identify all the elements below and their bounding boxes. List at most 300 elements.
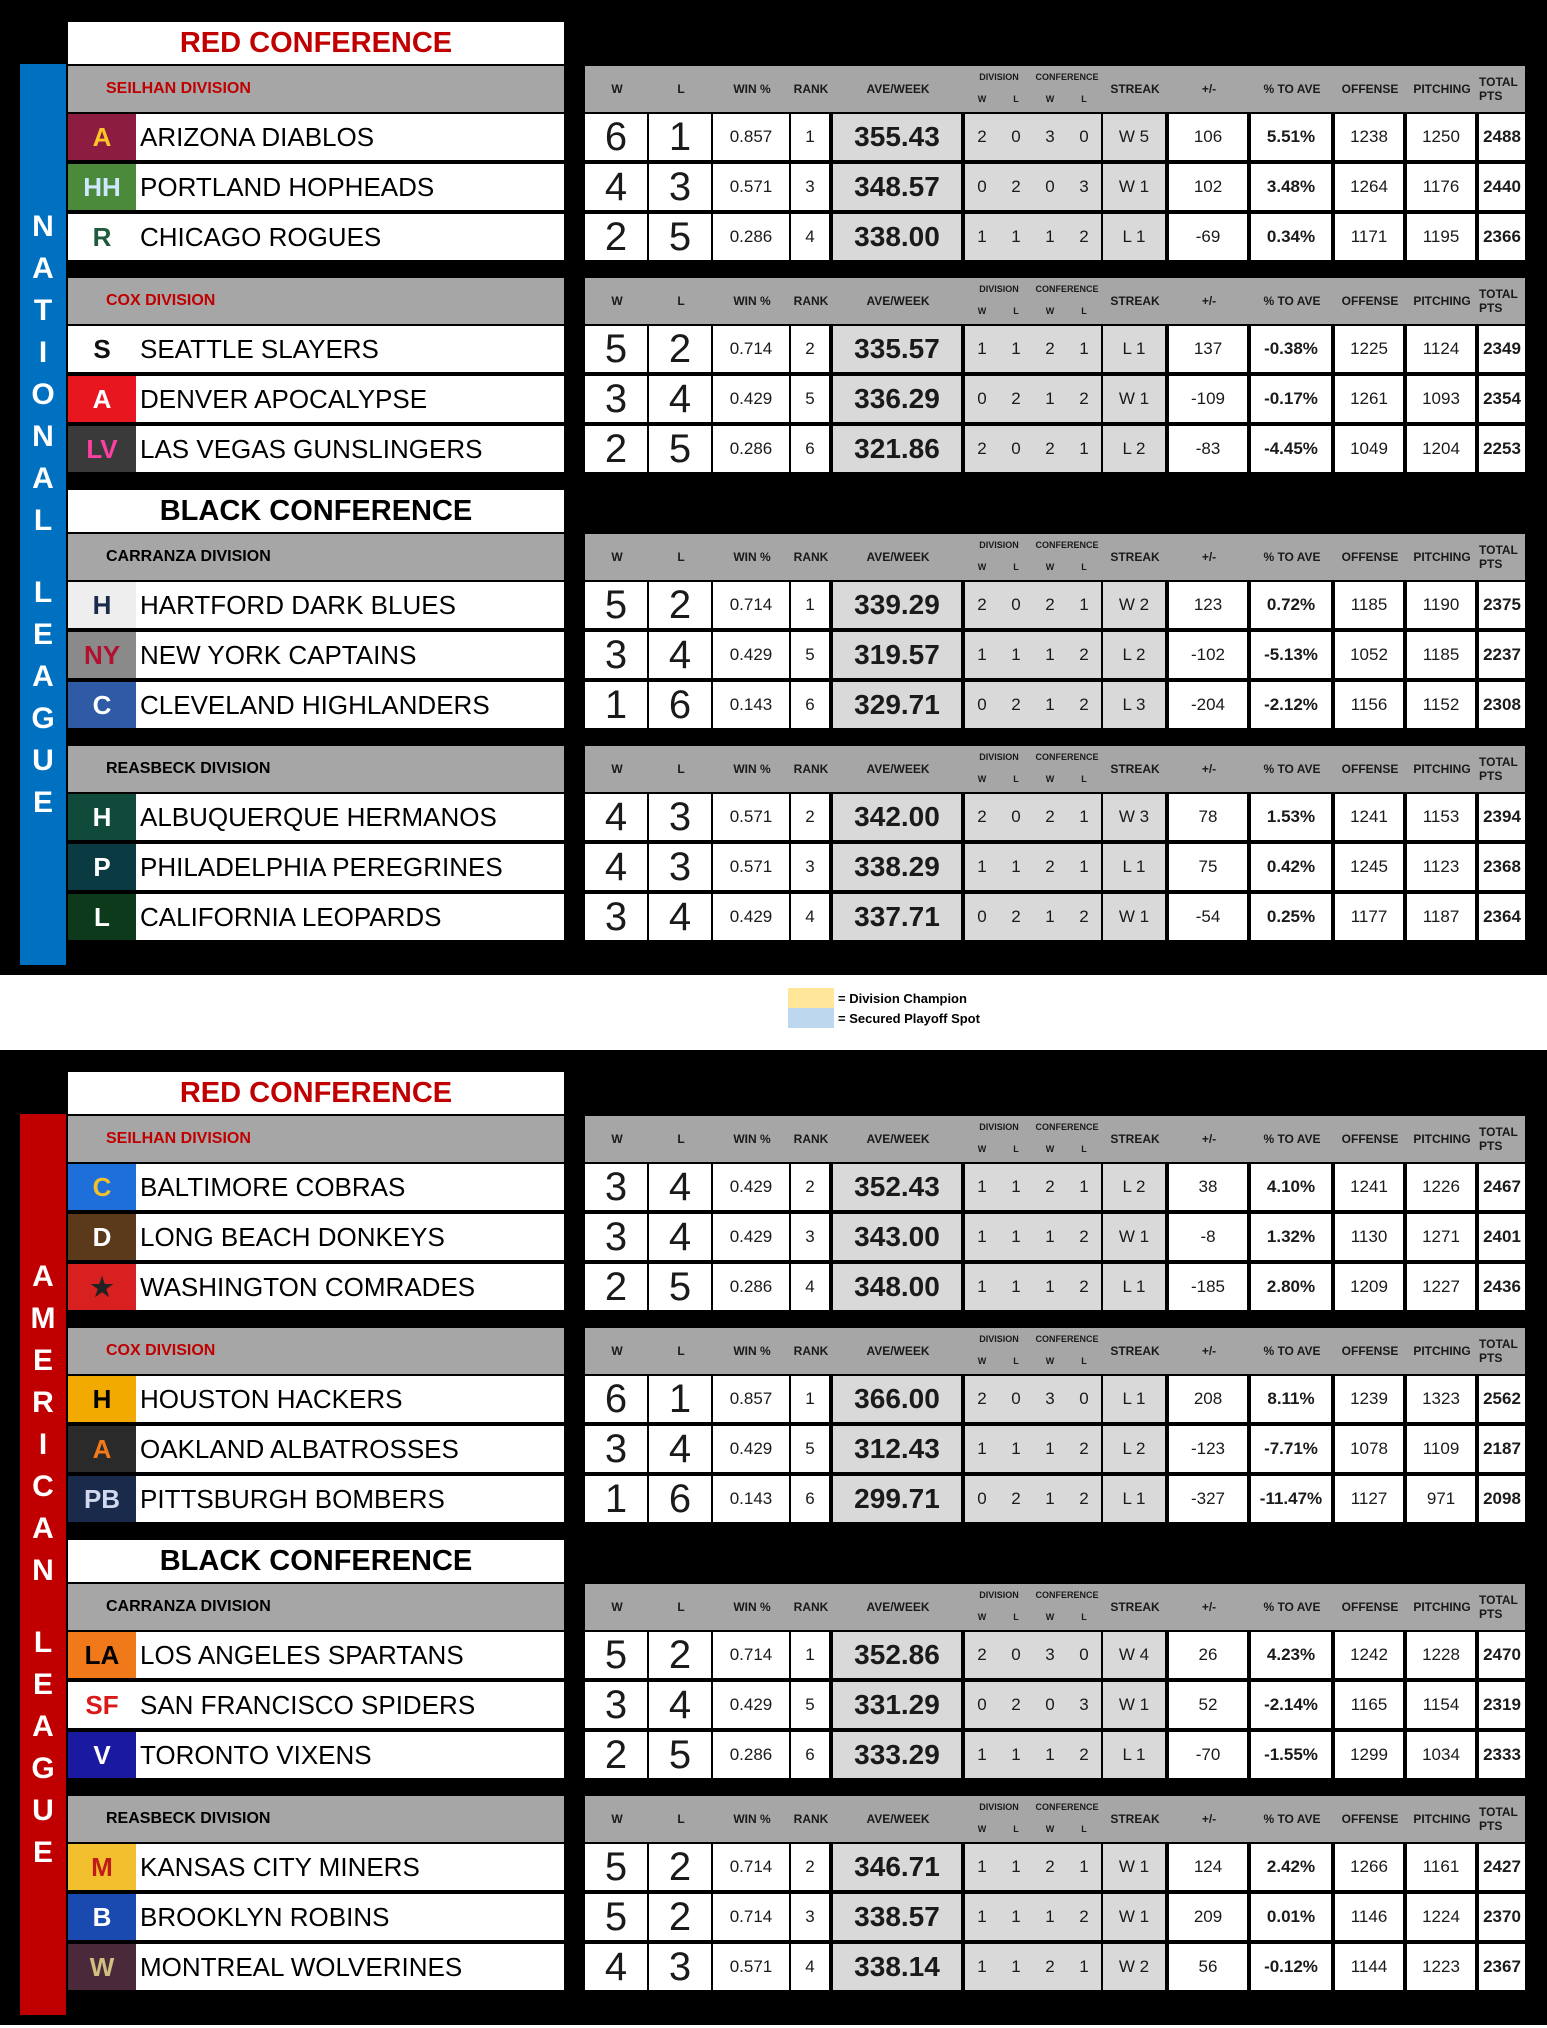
record-cell: 2 xyxy=(965,582,999,628)
stat-toave: -0.17% xyxy=(1251,376,1331,422)
team-logo-icon: W xyxy=(89,1951,115,1982)
legend-champion-label: = Division Champion xyxy=(838,990,967,1006)
stat-ave: 338.29 xyxy=(833,844,961,890)
team-row[interactable] xyxy=(68,1732,564,1778)
record-subheader: L xyxy=(1081,1356,1087,1366)
band-letter: E xyxy=(32,785,53,819)
team-row[interactable] xyxy=(68,1376,564,1422)
stat-toave: -5.13% xyxy=(1251,632,1331,678)
stat-l: 3 xyxy=(649,844,711,890)
stat-streak: W 1 xyxy=(1103,1894,1165,1940)
stat-w: 3 xyxy=(585,894,647,940)
stat-toave: 0.25% xyxy=(1251,894,1331,940)
team-stats-row xyxy=(585,1844,1525,1890)
team-name: SEATTLE SLAYERS xyxy=(140,333,379,364)
division-header: DIVISION xyxy=(979,752,1019,762)
stat-l: 4 xyxy=(649,632,711,678)
record-cell: 1 xyxy=(1067,582,1101,628)
stat-tot: 2467 xyxy=(1479,1164,1525,1210)
stat-pct: 0.429 xyxy=(713,1214,789,1260)
stat-pm: -185 xyxy=(1169,1264,1247,1310)
stat-w: 4 xyxy=(585,1944,647,1990)
team-stats-row xyxy=(585,1164,1525,1210)
stat-pm: 106 xyxy=(1169,114,1247,160)
stat-ave: 348.57 xyxy=(833,164,961,210)
stat-rank: 1 xyxy=(791,1376,829,1422)
stat-pm: 78 xyxy=(1169,794,1247,840)
stat-off: 1156 xyxy=(1335,682,1403,728)
team-row[interactable] xyxy=(68,1164,564,1210)
division-name: SEILHAN DIVISION xyxy=(68,66,564,112)
stats-header xyxy=(585,278,1525,324)
record-cell: 1 xyxy=(965,1164,999,1210)
column-header: W xyxy=(611,82,623,96)
stat-rank: 5 xyxy=(791,1426,829,1472)
stat-pm: -8 xyxy=(1169,1214,1247,1260)
team-row[interactable] xyxy=(68,426,564,472)
record-cell: 0 xyxy=(999,426,1033,472)
column-header: TOTAL PTS xyxy=(1479,755,1518,783)
stats-header xyxy=(585,1796,1525,1842)
team-row[interactable] xyxy=(68,1426,564,1472)
team-row[interactable] xyxy=(68,682,564,728)
team-row[interactable] xyxy=(68,1264,564,1310)
stat-toave: -0.12% xyxy=(1251,1944,1331,1990)
column-header: PITCHING xyxy=(1413,762,1471,776)
stat-pm: -109 xyxy=(1169,376,1247,422)
stat-rank: 1 xyxy=(791,1632,829,1678)
stat-pct: 0.429 xyxy=(713,376,789,422)
column-header: WIN % xyxy=(733,82,771,96)
stat-rank: 2 xyxy=(791,794,829,840)
band-letter: L xyxy=(33,1625,53,1659)
band-letter: A xyxy=(32,1511,54,1545)
record-cell: 0 xyxy=(965,376,999,422)
record-subheader: W xyxy=(977,1824,987,1834)
team-stats-row xyxy=(585,1682,1525,1728)
team-logo-icon: NY xyxy=(83,639,121,670)
record-cell: 0 xyxy=(965,894,999,940)
stat-off: 1127 xyxy=(1335,1476,1403,1522)
stat-streak: L 1 xyxy=(1103,1376,1165,1422)
band-letter: T xyxy=(33,293,53,327)
stat-streak: L 2 xyxy=(1103,426,1165,472)
record-subheader: L xyxy=(1081,306,1087,316)
stat-off: 1185 xyxy=(1335,582,1403,628)
column-header: +/- xyxy=(1201,550,1217,564)
stat-rank: 1 xyxy=(791,114,829,160)
column-header: OFFENSE xyxy=(1341,762,1399,776)
column-header: RANK xyxy=(793,762,829,776)
stat-streak: W 3 xyxy=(1103,794,1165,840)
team-row[interactable] xyxy=(68,1476,564,1522)
stat-ave: 321.86 xyxy=(833,426,961,472)
stat-tot: 2440 xyxy=(1479,164,1525,210)
stat-off: 1266 xyxy=(1335,1844,1403,1890)
stat-off: 1225 xyxy=(1335,326,1403,372)
column-header: L xyxy=(677,82,685,96)
column-header: +/- xyxy=(1201,82,1217,96)
column-header: AVE/WEEK xyxy=(866,1600,930,1614)
stat-streak: L 1 xyxy=(1103,214,1165,260)
team-row[interactable] xyxy=(68,1844,564,1890)
stat-tot: 2370 xyxy=(1479,1894,1525,1940)
stat-off: 1177 xyxy=(1335,894,1403,940)
legend-playoff-label: = Secured Playoff Spot xyxy=(838,1010,980,1026)
stat-tot: 2427 xyxy=(1479,1844,1525,1890)
column-header: +/- xyxy=(1201,1132,1217,1146)
stat-streak: W 1 xyxy=(1103,1844,1165,1890)
column-header: AVE/WEEK xyxy=(866,550,930,564)
stat-l: 4 xyxy=(649,1164,711,1210)
team-logo-icon: R xyxy=(92,221,112,252)
record-subheader: W xyxy=(1045,94,1055,104)
record-cell: 1 xyxy=(1033,214,1067,260)
team-row[interactable] xyxy=(68,376,564,422)
record-cell: 0 xyxy=(999,582,1033,628)
stat-w: 3 xyxy=(585,1426,647,1472)
column-header: RANK xyxy=(793,1812,829,1826)
record-cell: 1 xyxy=(1067,794,1101,840)
stat-toave: 8.11% xyxy=(1251,1376,1331,1422)
team-row[interactable] xyxy=(68,164,564,210)
record-cell: 1 xyxy=(965,1732,999,1778)
band-letter: I xyxy=(38,335,48,369)
record-cell: 2 xyxy=(1033,326,1067,372)
band-letter: E xyxy=(32,1343,53,1377)
record-cell: 2 xyxy=(1033,794,1067,840)
team-logo xyxy=(68,164,136,210)
stat-l: 2 xyxy=(649,1894,711,1940)
stat-off: 1299 xyxy=(1335,1732,1403,1778)
record-cell: 2 xyxy=(965,1376,999,1422)
team-name: HARTFORD DARK BLUES xyxy=(140,589,456,620)
stat-tot: 2187 xyxy=(1479,1426,1525,1472)
stat-pct: 0.714 xyxy=(713,1894,789,1940)
stat-toave: 5.51% xyxy=(1251,114,1331,160)
team-logo-icon: H xyxy=(92,1383,112,1414)
stat-tot: 2237 xyxy=(1479,632,1525,678)
record-cell: 3 xyxy=(1033,1632,1067,1678)
column-header: OFFENSE xyxy=(1341,82,1399,96)
column-header: PITCHING xyxy=(1413,294,1471,308)
team-logo xyxy=(68,1376,136,1422)
stat-pit: 1224 xyxy=(1407,1894,1475,1940)
team-logo-icon: C xyxy=(92,689,112,720)
conference-header: CONFERENCE xyxy=(1035,752,1099,762)
stat-pm: 124 xyxy=(1169,1844,1247,1890)
stat-off: 1078 xyxy=(1335,1426,1403,1472)
stat-streak: L 1 xyxy=(1103,1732,1165,1778)
record-cell: 3 xyxy=(1033,1376,1067,1422)
team-row[interactable] xyxy=(68,582,564,628)
record-cell: 1 xyxy=(965,214,999,260)
division-name: SEILHAN DIVISION xyxy=(68,1116,564,1162)
team-row[interactable] xyxy=(68,1894,564,1940)
stat-pm: 208 xyxy=(1169,1376,1247,1422)
stat-rank: 6 xyxy=(791,1732,829,1778)
band-letter: I xyxy=(38,1427,48,1461)
team-row[interactable] xyxy=(68,114,564,160)
record-subheader: W xyxy=(977,94,987,104)
record-cell: 2 xyxy=(1067,1732,1101,1778)
stat-pit: 1195 xyxy=(1407,214,1475,260)
column-header: OFFENSE xyxy=(1341,1132,1399,1146)
stat-rank: 5 xyxy=(791,1682,829,1728)
record-cell: 1 xyxy=(999,1426,1033,1472)
league-band xyxy=(20,64,66,965)
column-header: STREAK xyxy=(1110,550,1160,564)
record-cell: 1 xyxy=(1033,1732,1067,1778)
team-stats-row xyxy=(585,894,1525,940)
stat-pct: 0.714 xyxy=(713,326,789,372)
record-subheader: W xyxy=(1045,1612,1055,1622)
record-subheader: L xyxy=(1081,1612,1087,1622)
column-header: PITCHING xyxy=(1413,1132,1471,1146)
stat-off: 1238 xyxy=(1335,114,1403,160)
record-cell: 2 xyxy=(1067,1426,1101,1472)
team-logo xyxy=(68,1844,136,1890)
division-header: DIVISION xyxy=(979,284,1019,294)
record-subheader: W xyxy=(1045,1824,1055,1834)
record-subheader: L xyxy=(1013,1612,1019,1622)
team-row[interactable] xyxy=(68,632,564,678)
band-letter: E xyxy=(32,617,53,651)
stat-rank: 3 xyxy=(791,164,829,210)
column-header: L xyxy=(677,762,685,776)
team-logo xyxy=(68,114,136,160)
column-header: STREAK xyxy=(1110,1600,1160,1614)
team-row[interactable] xyxy=(68,326,564,372)
stat-l: 4 xyxy=(649,1426,711,1472)
stat-toave: -2.12% xyxy=(1251,682,1331,728)
team-logo-icon: S xyxy=(93,333,111,364)
team-name: CLEVELAND HIGHLANDERS xyxy=(140,689,490,720)
record-cell: 1 xyxy=(965,1264,999,1310)
team-name: CALIFORNIA LEOPARDS xyxy=(140,901,442,932)
team-stats-row xyxy=(585,632,1525,678)
record-cell: 2 xyxy=(1033,1844,1067,1890)
team-name: PORTLAND HOPHEADS xyxy=(140,171,435,202)
column-header: WIN % xyxy=(733,1132,771,1146)
record-cell: 2 xyxy=(965,114,999,160)
stat-toave: -1.55% xyxy=(1251,1732,1331,1778)
band-letter: A xyxy=(32,1259,54,1293)
record-cell: 2 xyxy=(1067,1476,1101,1522)
column-header: L xyxy=(677,1344,685,1358)
record-cell: 1 xyxy=(1067,844,1101,890)
record-cell: 1 xyxy=(999,326,1033,372)
champion-swatch xyxy=(788,988,834,1008)
stat-rank: 5 xyxy=(791,376,829,422)
playoff-swatch xyxy=(788,1008,834,1028)
stat-w: 3 xyxy=(585,1682,647,1728)
team-logo-icon: PB xyxy=(83,1483,121,1514)
stat-streak: W 1 xyxy=(1103,164,1165,210)
team-logo xyxy=(68,1632,136,1678)
column-header: W xyxy=(611,1600,623,1614)
stat-pm: 102 xyxy=(1169,164,1247,210)
team-stats-row xyxy=(585,582,1525,628)
team-row[interactable] xyxy=(68,894,564,940)
team-logo-icon: ★ xyxy=(90,1271,114,1302)
stat-off: 1171 xyxy=(1335,214,1403,260)
stat-off: 1209 xyxy=(1335,1264,1403,1310)
column-header: STREAK xyxy=(1110,1344,1160,1358)
record-cell: 1 xyxy=(1033,1476,1067,1522)
team-logo-icon: B xyxy=(92,1901,112,1932)
column-header: W xyxy=(611,1132,623,1146)
stat-l: 5 xyxy=(649,426,711,472)
column-header: WIN % xyxy=(733,1812,771,1826)
record-subheader: W xyxy=(977,774,987,784)
stat-ave: 355.43 xyxy=(833,114,961,160)
column-header: AVE/WEEK xyxy=(866,1344,930,1358)
stat-ave: 329.71 xyxy=(833,682,961,728)
stat-l: 4 xyxy=(649,1682,711,1728)
record-subheader: W xyxy=(977,562,987,572)
column-header: PITCHING xyxy=(1413,1344,1471,1358)
stat-pit: 1109 xyxy=(1407,1426,1475,1472)
stat-l: 3 xyxy=(649,164,711,210)
stat-streak: L 2 xyxy=(1103,632,1165,678)
team-stats-row xyxy=(585,1632,1525,1678)
stat-streak: W 5 xyxy=(1103,114,1165,160)
team-logo xyxy=(68,426,136,472)
stat-pct: 0.286 xyxy=(713,426,789,472)
column-header: +/- xyxy=(1201,294,1217,308)
team-logo-icon: M xyxy=(91,1851,113,1882)
stat-pm: 38 xyxy=(1169,1164,1247,1210)
stat-tot: 2364 xyxy=(1479,894,1525,940)
team-name: LAS VEGAS GUNSLINGERS xyxy=(140,433,483,464)
record-cell: 2 xyxy=(1067,214,1101,260)
column-header: OFFENSE xyxy=(1341,550,1399,564)
team-row[interactable] xyxy=(68,844,564,890)
team-row[interactable] xyxy=(68,1632,564,1678)
record-cell: 2 xyxy=(1067,894,1101,940)
team-row[interactable] xyxy=(68,1944,564,1990)
record-subheader: W xyxy=(977,306,987,316)
stat-pit: 1034 xyxy=(1407,1732,1475,1778)
team-logo xyxy=(68,1894,136,1940)
record-cell: 0 xyxy=(999,794,1033,840)
stat-rank: 3 xyxy=(791,1894,829,1940)
band-letter: N xyxy=(32,419,54,453)
stat-toave: 2.42% xyxy=(1251,1844,1331,1890)
stat-off: 1245 xyxy=(1335,844,1403,890)
team-row[interactable] xyxy=(68,794,564,840)
column-header: OFFENSE xyxy=(1341,294,1399,308)
record-subheader: L xyxy=(1013,774,1019,784)
legend-playoff xyxy=(788,1008,980,1028)
record-cell: 0 xyxy=(1067,114,1101,160)
stat-pm: -70 xyxy=(1169,1732,1247,1778)
team-name: PITTSBURGH BOMBERS xyxy=(140,1483,445,1514)
team-name: CHICAGO ROGUES xyxy=(140,221,382,252)
column-header: OFFENSE xyxy=(1341,1344,1399,1358)
stat-l: 5 xyxy=(649,1264,711,1310)
team-logo xyxy=(68,632,136,678)
team-stats-row xyxy=(585,682,1525,728)
stat-off: 1241 xyxy=(1335,794,1403,840)
stat-pit: 971 xyxy=(1407,1476,1475,1522)
stat-w: 2 xyxy=(585,426,647,472)
stat-streak: W 1 xyxy=(1103,1214,1165,1260)
stat-l: 4 xyxy=(649,1214,711,1260)
record-cell: 1 xyxy=(999,844,1033,890)
stat-tot: 2562 xyxy=(1479,1376,1525,1422)
team-name: WASHINGTON COMRADES xyxy=(140,1271,476,1302)
stat-tot: 2436 xyxy=(1479,1264,1525,1310)
record-cell: 1 xyxy=(999,632,1033,678)
stats-header xyxy=(585,1116,1525,1162)
team-row[interactable] xyxy=(68,1214,564,1260)
division-name: CARRANZA DIVISION xyxy=(68,1584,564,1630)
stats-header xyxy=(585,66,1525,112)
band-letter: A xyxy=(32,1709,54,1743)
team-name: ALBUQUERQUE HERMANOS xyxy=(140,801,497,832)
stat-ave: 312.43 xyxy=(833,1426,961,1472)
team-name: OAKLAND ALBATROSSES xyxy=(140,1433,459,1464)
record-cell: 1 xyxy=(965,1894,999,1940)
record-cell: 2 xyxy=(965,794,999,840)
record-cell: 2 xyxy=(1033,1944,1067,1990)
stat-pct: 0.286 xyxy=(713,214,789,260)
team-logo-icon: A xyxy=(92,1433,112,1464)
stat-streak: L 1 xyxy=(1103,844,1165,890)
league-0 xyxy=(0,0,1547,975)
column-header: WIN % xyxy=(733,1344,771,1358)
stat-ave: 348.00 xyxy=(833,1264,961,1310)
column-header: RANK xyxy=(793,1132,829,1146)
conference-header: CONFERENCE xyxy=(1035,1802,1099,1812)
column-header: % TO AVE xyxy=(1263,1132,1321,1146)
record-subheader: W xyxy=(1045,562,1055,572)
team-logo-icon: SF xyxy=(85,1689,119,1720)
stat-pit: 1154 xyxy=(1407,1682,1475,1728)
stat-l: 2 xyxy=(649,1632,711,1678)
team-stats-row xyxy=(585,1944,1525,1990)
stat-off: 1239 xyxy=(1335,1376,1403,1422)
team-row[interactable] xyxy=(68,214,564,260)
stat-ave: 338.14 xyxy=(833,1944,961,1990)
stat-ave: 333.29 xyxy=(833,1732,961,1778)
record-subheader: L xyxy=(1013,1356,1019,1366)
record-cell: 0 xyxy=(965,164,999,210)
stat-rank: 6 xyxy=(791,426,829,472)
stat-tot: 2349 xyxy=(1479,326,1525,372)
column-header: % TO AVE xyxy=(1263,1344,1321,1358)
column-header: +/- xyxy=(1201,1812,1217,1826)
stat-pit: 1187 xyxy=(1407,894,1475,940)
conference-title: RED CONFERENCE xyxy=(68,22,564,64)
stat-pm: 26 xyxy=(1169,1632,1247,1678)
stat-w: 3 xyxy=(585,632,647,678)
stat-rank: 6 xyxy=(791,1476,829,1522)
stat-w: 5 xyxy=(585,1844,647,1890)
stat-ave: 336.29 xyxy=(833,376,961,422)
column-header: % TO AVE xyxy=(1263,550,1321,564)
column-header: STREAK xyxy=(1110,294,1160,308)
record-cell: 1 xyxy=(1033,1894,1067,1940)
stat-w: 4 xyxy=(585,844,647,890)
stat-pm: 137 xyxy=(1169,326,1247,372)
team-row[interactable] xyxy=(68,1682,564,1728)
column-header: TOTAL PTS xyxy=(1479,1805,1518,1833)
stat-tot: 2319 xyxy=(1479,1682,1525,1728)
record-cell: 1 xyxy=(999,214,1033,260)
